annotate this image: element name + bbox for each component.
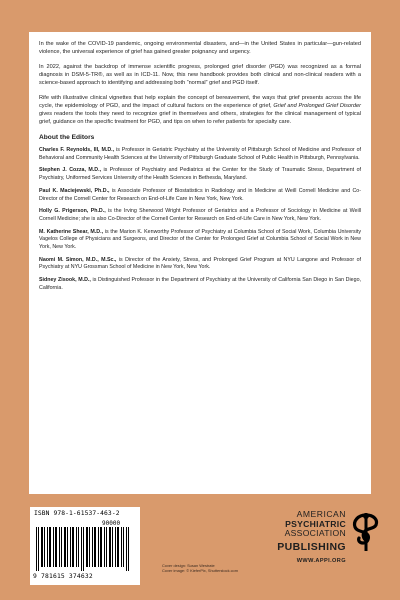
editor-bio [39,208,361,223]
editor-bio [39,277,361,292]
editors-heading: About the Editors [39,134,95,141]
editor-bio [39,167,361,182]
editor-description: is Professor of Psychiatry and Pediatrics at the Center for the Study of Traumatic Stress, Department of Psychiatry, Uniformed Services University of the Health Sciences in Bethesda, Maryland. [39,167,361,182]
editor-name: Stephen J. Cozza, M.D., [39,167,102,174]
editor-name: Holly G. Prigerson, Ph.D., [39,208,106,215]
editor-name: M. Katherine Shear, M.D., [39,228,104,235]
editor-bio [39,257,361,272]
isbn-barcode [30,507,140,585]
editor-description: is the Marion K. Kenworthy Professor of Psychiatry at Columbia School of Social Work, Columbia University Vagelos College of Physicians and Surgeons, and Director of the Center for Prolonged Grief at Columbia School of Social Work in New York, New York. [39,228,361,251]
editor-name: Charles F. Reynolds, III, M.D., [39,147,115,153]
book-title-inline: Grief and Prolonged Grief Disorder [273,103,361,109]
cover-credits [162,563,242,573]
editor-name: Naomi M. Simon, M.D., M.Sc., [39,256,117,263]
editor-description: is the Irving Sherwood Wright Professor of Geriatrics and a Professor of Sociology in Medicine at Weill Cornell Medicine; she is also Co-Director of the Cornell Center for Research on End-of-Life Care in New York, New York. [39,208,361,222]
publisher-block [258,510,346,565]
apa-caduceus-logo-icon [346,512,386,552]
editor-description: is Distinguished Professor in the Department of Psychiatry at the University of California San Diego in San Diego, California. [39,277,361,291]
editor-bio [39,147,361,162]
cover-design-credit: Cover design: Susan Westrate [162,563,215,568]
editor-description: is Professor in Geriatric Psychiatry at the University of Pittsburgh School of Medicine and Professor of Behavioral and Community Health Sciences at the University of Pittsburgh Graduate School of Public Health in Pittsburgh, Pennsylvania. [39,147,361,161]
barcode-digits: 9 781615 374632 [33,573,93,580]
publisher-line-2: PSYCHIATRIC [285,518,346,529]
intro-paragraph-1: In the wake of the COVID-19 pandemic, ongoing environmental disasters, and—in the United States in particular—gun-related violence, the universal experience of grief has gained greater poignancy and urgency. [39,41,361,55]
intro-paragraph-2: In 2022, against the backdrop of immense scientific progress, prolonged grief disorder (PGD) was recognized as a formal diagnosis in DSM-5-TR®, as well as in ICD-11. Now, this new handbook provides both clinical and non-clinical readers with a science-based approach to identifying and addressing both “normal” grief and PGD itself. [39,64,361,86]
intro-paragraph-3 [39,94,361,126]
barcode-bars [34,519,136,573]
publisher-url: WWW.APPI.ORG [296,557,346,564]
editor-description: is Director of the Anxiety, Stress, and Prolonged Grief Program at NYU Langone and Professor of Psychiatry at NYU Grossman School of Medicine in New York, New York. [39,256,361,271]
editor-name: Sidney Zisook, M.D., [39,277,91,284]
publisher-line-1: AMERICAN [296,509,346,519]
editor-bio [39,188,361,203]
publisher-line-3: ASSOCIATION [284,528,346,538]
editor-name: Paul K. Maciejewski, Ph.D., [39,187,110,194]
intro-paragraph-3-part-a: Rife with illustrative clinical vignettes that help explain the concept of bereavement, the ways that grief presents across the life cycle, the epidemiology of PGD, and the impact of cultural factors on the experience of grief, [39,95,361,109]
back-cover-text-panel [29,32,371,494]
editor-description: is Associate Professor of Biostatistics in Radiology and in Medicine at Weill Cornell Medicine and Co-Director of the Cornell Center for Research on End-of-Life Care in New York, New York. [39,187,361,202]
cover-image-credit: Cover image: © KieferPix, Shutterstock.com [162,568,238,573]
publisher-line-4: PUBLISHING [277,540,346,553]
editor-bio [39,229,361,252]
intro-paragraph-3-part-b: gives readers the tools they need to recognize grief in themselves and others, strategies for the clinical management of typical grief, guidance on the specific treatment for PGD, and tips on when to refer patients for specialty care. [39,111,361,125]
isbn-number: ISBN 978-1-61537-463-2 [34,510,120,517]
price-code: 90000 [102,520,121,527]
